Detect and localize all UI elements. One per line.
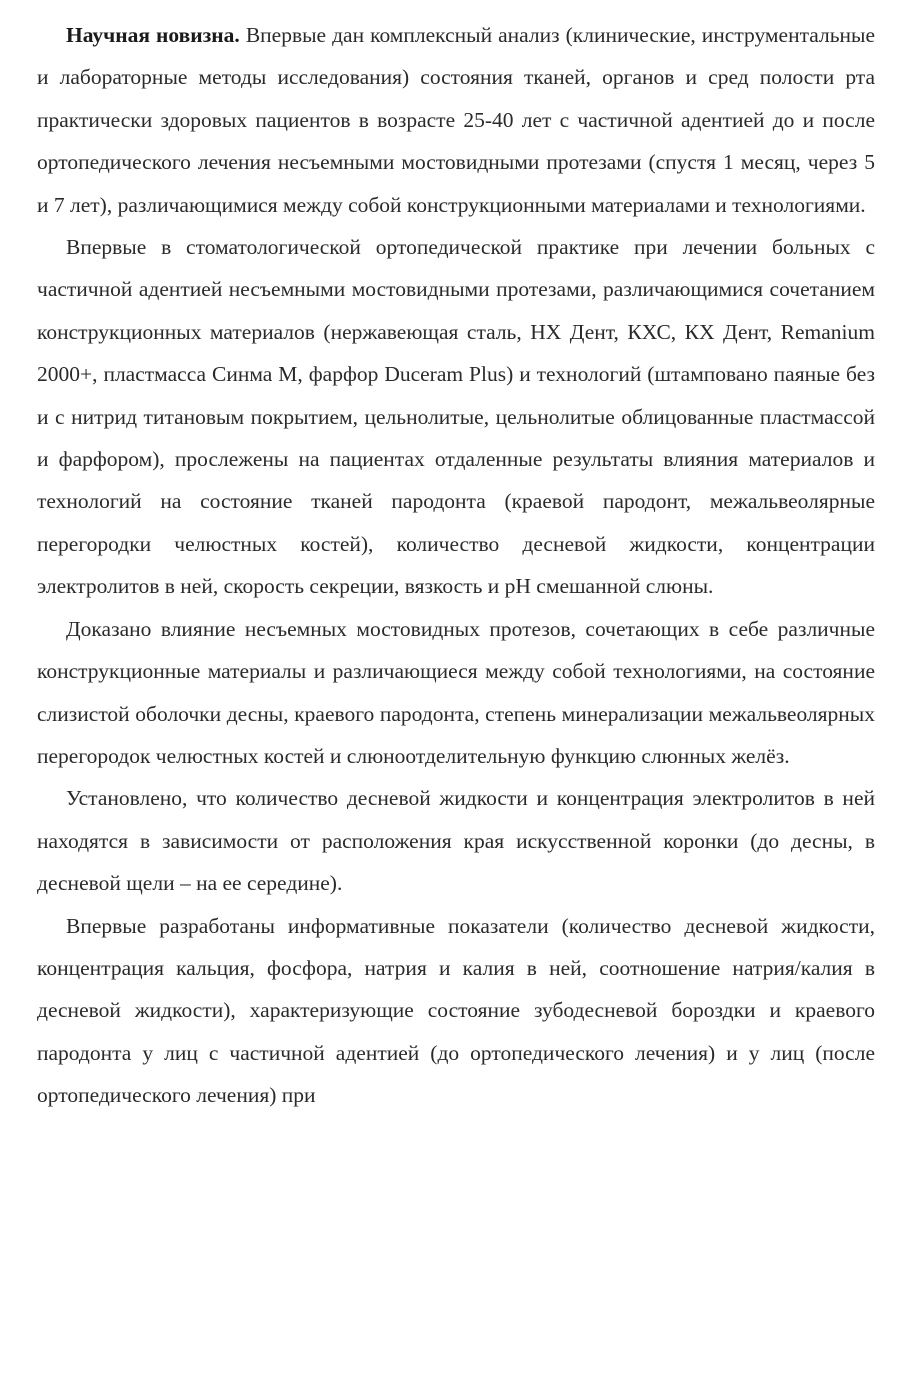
paragraph: Впервые в стоматологической ортопедической практике при лечении больных с частичной адентией несъемными мостовидными протезами, различающимися сочетанием конструкционных материалов (нержавеющая сталь, НХ Дент, КХС, КХ Дент, Remanium 2000+, пластмасса Синма М, фарфор Duceram Plus) и технологий (штамповано паяные без и с нитрид титановым покрытием, цельнолитые, цельнолитые облицованные пластмассой и фарфором), прослежены на пациентах отдаленные результаты влияния материалов и технологий на состояние тканей пародонта (краевой пародонт, межальвеолярные перегородки челюстных костей), количество десневой жидкости, концентрации электролитов в ней, скорость секреции, вязкость и pH смешанной слюны.	[37, 235, 875, 599]
section-heading: Научная новизна.	[66, 23, 240, 47]
document-page	[37, 14, 875, 1117]
paragraph: Установлено, что количество десневой жидкости и концентрация электролитов в ней находятся в зависимости от расположения края искусственной коронки (до десны, в десневой щели – на ее середине).	[37, 786, 875, 896]
paragraph-text: Впервые дан комплексный анализ (клинические, инструментальные и лабораторные методы исследования) состояния тканей, органов и сред полости рта практически здоровых пациентов в возрасте 25-40 лет с частичной адентией до и после ортопедического лечения несъемными мостовидными протезами (спустя 1 месяц, через 5 и 7 лет), различающимися между собой конструкционными материалами и технологиями.	[37, 23, 876, 217]
paragraph: Впервые разработаны информативные показатели (количество десневой жидкости, концентрация кальция, фосфора, натрия и калия в ней, соотношение натрия/калия в десневой жидкости), характеризующие состояние зубодесневой бороздки и краевого пародонта у лиц с частичной адентией (до ортопедического лечения) и у лиц (после ортопедического лечения) при	[37, 913, 875, 1108]
paragraph-scientific-novelty	[37, 14, 875, 226]
paragraph: Доказано влияние несъемных мостовидных протезов, сочетающих в себе различные конструкционные материалы и различающиеся между собой технологиями, на состояние слизистой оболочки десны, краевого пародонта, степень минерализации межальвеолярных перегородок челюстных костей и слюноотделительную функцию слюнных желёз.	[37, 616, 875, 768]
